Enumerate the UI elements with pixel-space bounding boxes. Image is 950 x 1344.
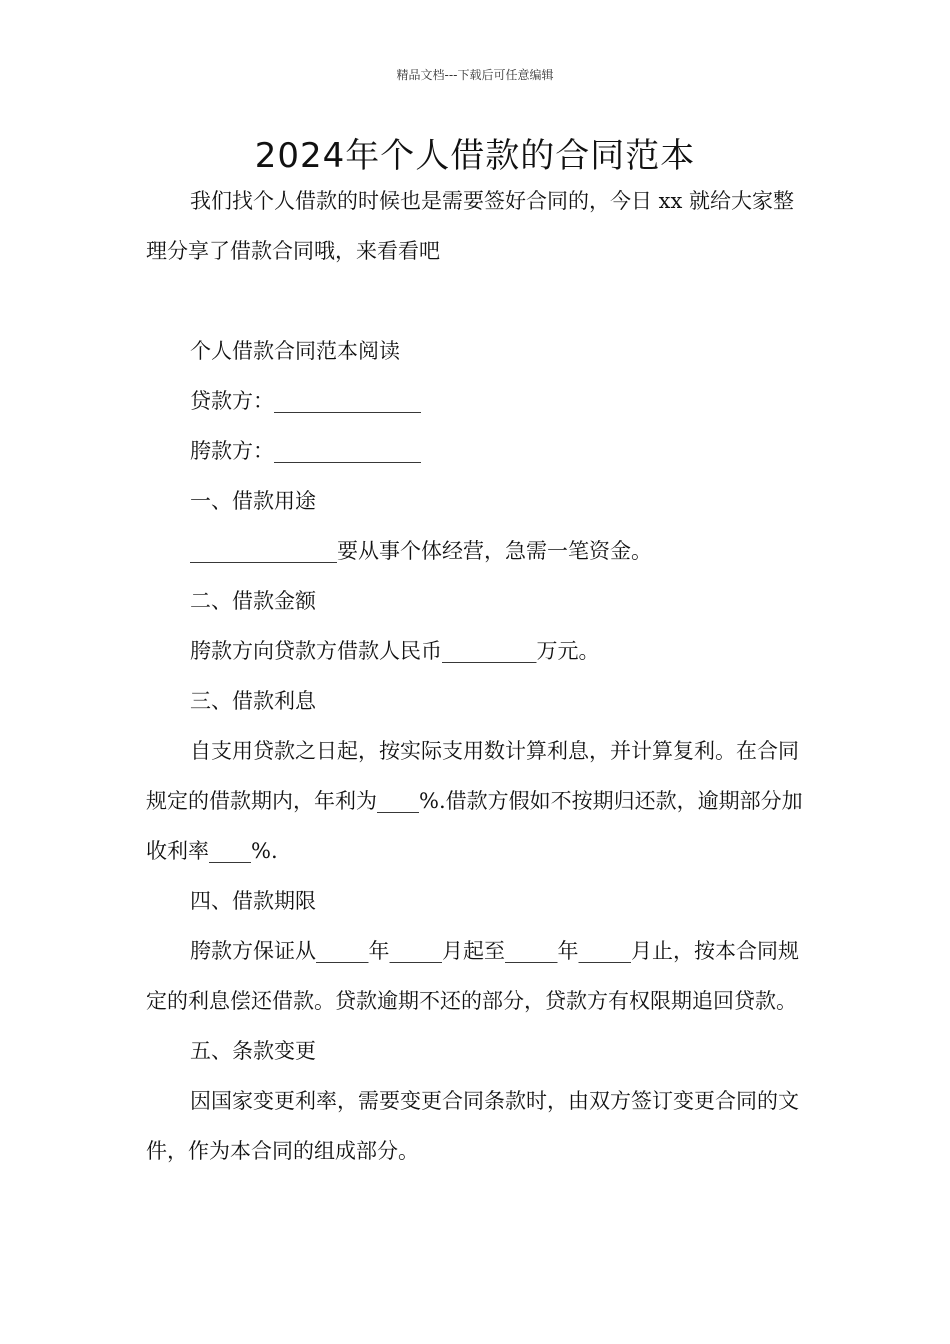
intro-paragraph: 我们找个人借款的时候也是需要签好合同的，今日 xx 就给大家整理分享了借款合同哦，来看看吧 — [146, 189, 795, 263]
section-heading-term: 四、借款期限 — [190, 889, 316, 913]
section-heading-read: 个人借款合同范本阅读 — [190, 339, 400, 363]
section-heading-interest: 三、借款利息 — [190, 689, 316, 713]
lender-line: 贷款方：______________ — [190, 389, 421, 413]
blank-gap — [146, 276, 806, 326]
amount-paragraph: 胯款方向贷款方借款人民币_________万元。 — [190, 639, 600, 663]
document-title: 2024年个人借款的合同范本 — [254, 136, 696, 176]
borrower-line: 胯款方：______________ — [190, 439, 421, 463]
section-heading-amendment: 五、条款变更 — [190, 1039, 316, 1063]
interest-paragraph: 自支用贷款之日起，按实际支用数计算利息，并计算复利。在合同规定的借款期内，年利为____%.借款方假如不按期归还款，逾期部分加收利率____%. — [146, 739, 803, 863]
header-note: 精品文档---下载后可任意编辑 — [396, 68, 554, 82]
purpose-paragraph: ______________要从事个体经营，急需一笔资金。 — [190, 539, 652, 563]
section-heading-purpose: 一、借款用途 — [190, 489, 316, 513]
section-heading-amount: 二、借款金额 — [190, 589, 316, 613]
amendment-paragraph: 因国家变更利率，需要变更合同条款时，由双方签订变更合同的文件，作为本合同的组成部分。 — [146, 1089, 799, 1163]
document-body — [146, 176, 806, 1176]
term-paragraph: 胯款方保证从_____年_____月起至_____年_____月止，按本合同规定的利息偿还借款。贷款逾期不还的部分，贷款方有权限期追回贷款。 — [146, 939, 799, 1013]
